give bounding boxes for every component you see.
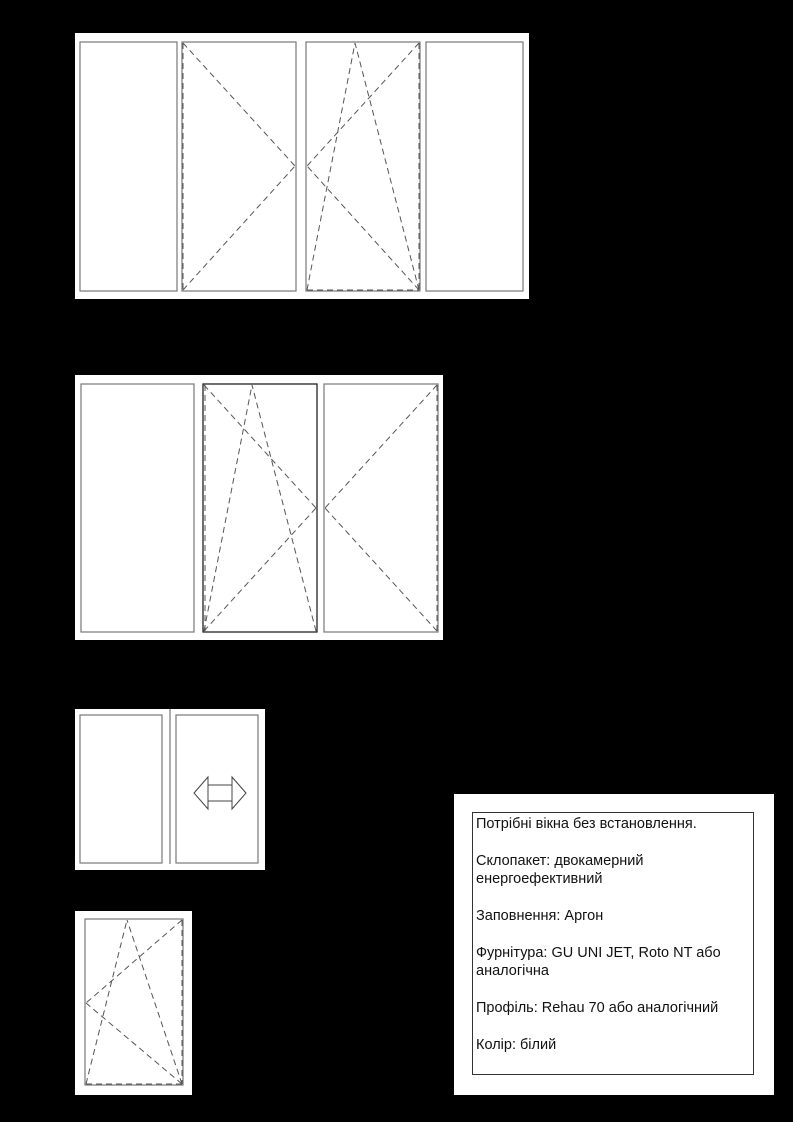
note-filling: Заповнення: Аргон — [476, 908, 604, 924]
panel-fixed — [80, 715, 162, 863]
window-4-drawing — [75, 911, 192, 1095]
note-profile: Профіль: Rehau 70 або аналогічний — [476, 1000, 719, 1016]
panel-tilt-turn — [85, 919, 183, 1085]
specifications-note — [454, 794, 774, 1095]
window-3-drawing — [75, 709, 265, 870]
panel-turn — [324, 384, 438, 632]
window-2-drawing — [75, 375, 443, 640]
note-hardware: Фурнітура: GU UNI JET, Roto NT або аналогічна — [476, 945, 721, 979]
window-2 — [75, 375, 443, 640]
note-color: Колір: білий — [476, 1037, 557, 1053]
window-4 — [75, 911, 192, 1095]
note-install: Потрібні вікна без встановлення. — [476, 816, 697, 832]
panel-tilt-turn — [306, 42, 420, 291]
sliding-arrow-icon — [194, 777, 246, 809]
window-3 — [75, 709, 265, 870]
panel-turn — [182, 42, 296, 291]
specifications-note-border — [472, 812, 754, 1075]
window-1 — [75, 33, 529, 299]
panel-tilt-turn — [203, 384, 317, 632]
panel-fixed — [81, 384, 194, 632]
panel-fixed — [80, 42, 177, 291]
panel-fixed — [426, 42, 523, 291]
note-glass-unit: Склопакет: двокамерний енергоефективний — [476, 853, 644, 887]
panel-sliding — [176, 715, 258, 863]
window-1-drawing — [75, 33, 529, 299]
